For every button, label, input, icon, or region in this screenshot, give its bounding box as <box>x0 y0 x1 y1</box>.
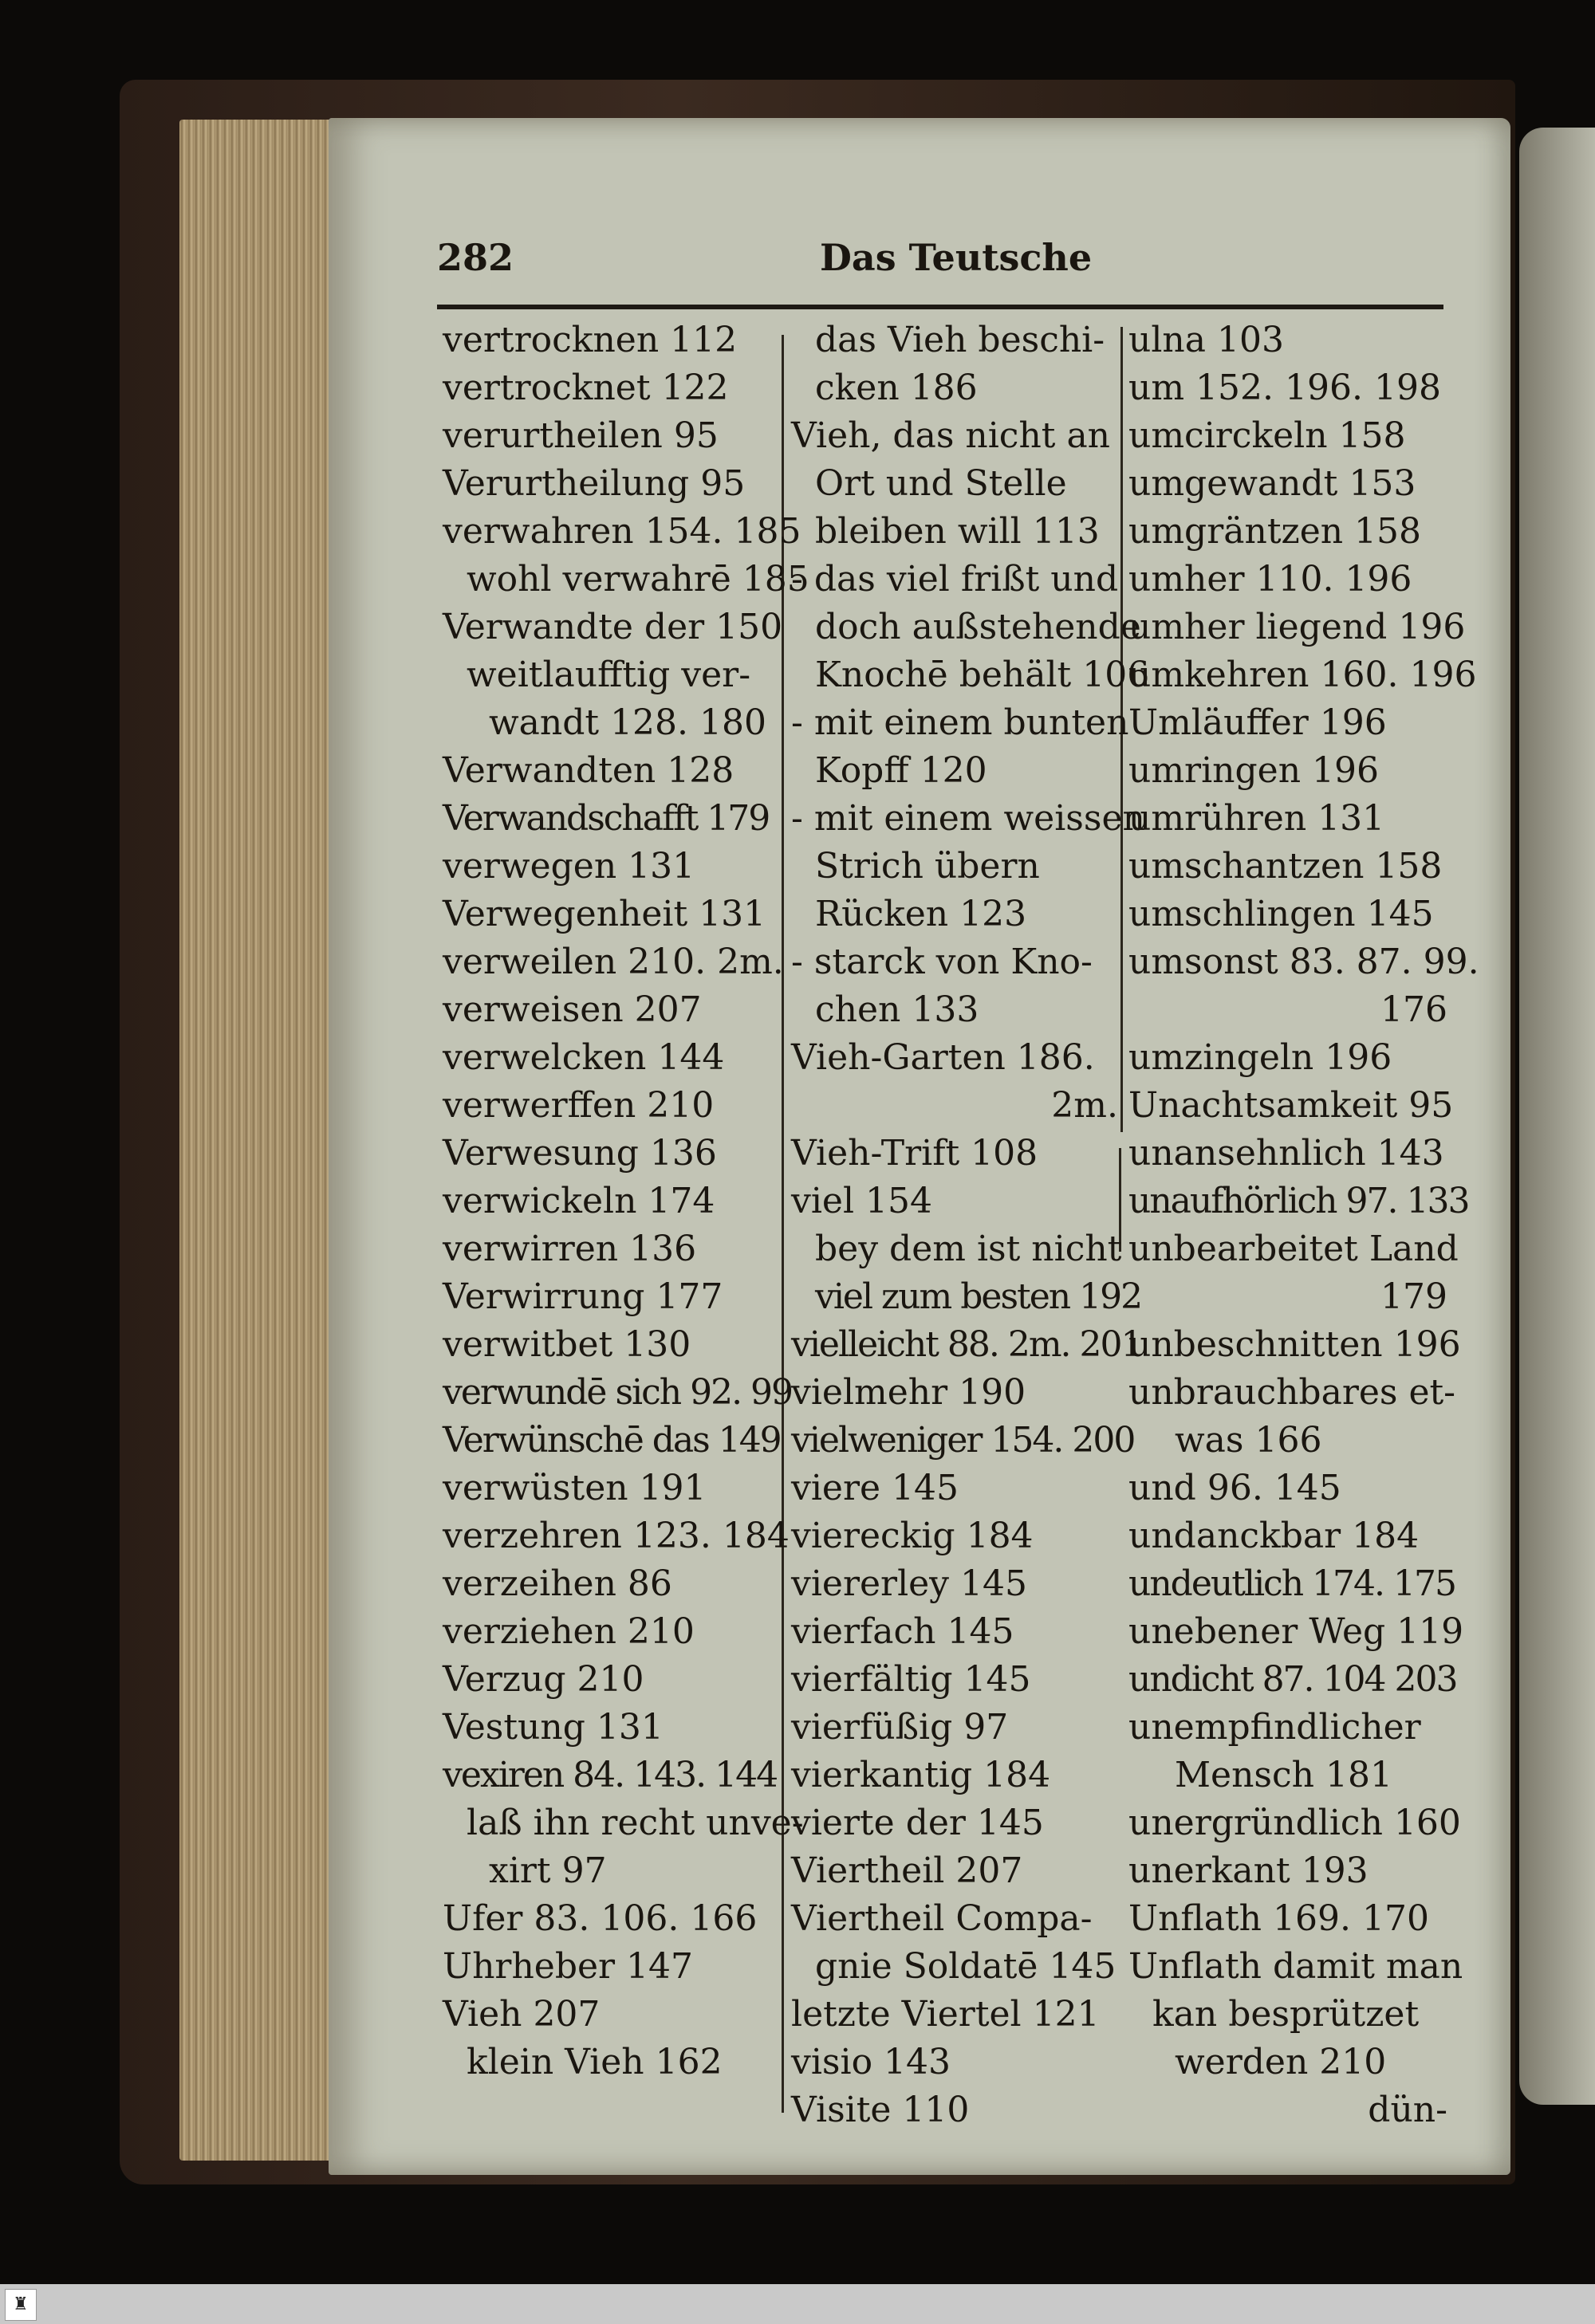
catchword: dün- <box>1368 2090 1447 2130</box>
index-entry: Rücken 123 <box>815 894 1027 934</box>
index-entry: cken 186 <box>815 368 978 408</box>
index-entry: Unflath damit man <box>1128 1946 1463 1987</box>
index-entry: Vieh-Trift 108 <box>791 1133 1038 1174</box>
index-entry: und 96. 145 <box>1128 1468 1341 1508</box>
index-entry: um 152. 196. 198 <box>1128 368 1441 408</box>
facing-page-edge <box>1519 128 1595 2105</box>
index-entry: chen 133 <box>815 989 979 1030</box>
index-entry: viererley 145 <box>791 1563 1028 1604</box>
index-entry: verwüsten 191 <box>443 1468 707 1508</box>
index-entry: Vieh 207 <box>443 1994 601 2035</box>
page-edges <box>179 120 339 2161</box>
index-entry: vertrocknet 122 <box>443 368 729 408</box>
index-entry: letzte Viertel 121 <box>791 1994 1100 2035</box>
index-entry: visio 143 <box>791 2042 951 2082</box>
page-number: 282 <box>437 236 514 279</box>
index-entry: umgräntzen 158 <box>1128 511 1422 552</box>
index-entry: - starck von Kno- <box>791 942 1093 982</box>
index-entry: Verwirrung 177 <box>443 1276 723 1317</box>
index-entry: Umläuffer 196 <box>1128 702 1387 743</box>
index-entry: verwundē sich 92. 99 <box>443 1372 793 1413</box>
index-entry: vierte der 145 <box>791 1803 1044 1843</box>
index-entry: ulna 103 <box>1128 320 1284 360</box>
index-entry: Ort und Stelle <box>815 463 1067 504</box>
index-entry: Viertheil 207 <box>791 1850 1023 1891</box>
index-entry: Ufer 83. 106. 166 <box>443 1898 758 1939</box>
index-entry: umzingeln 196 <box>1128 1037 1392 1078</box>
index-entry: vierkantig 184 <box>791 1755 1051 1795</box>
index-entry: umsonst 83. 87. 99. <box>1128 942 1479 982</box>
index-entry: verwickeln 174 <box>443 1181 715 1221</box>
index-entry: was 166 <box>1175 1420 1322 1461</box>
index-entry: kan besprützet <box>1152 1994 1420 2035</box>
index-entry: weitlaufftig ver- <box>467 655 751 695</box>
index-entry: bleiben will 113 <box>815 511 1100 552</box>
viewer-footer-bar <box>0 2284 1595 2324</box>
index-entry: vielleicht 88. 2m. 201 <box>791 1324 1142 1365</box>
index-entry: unerkant 193 <box>1128 1850 1369 1891</box>
index-entry: Knochē behält 106 <box>815 655 1150 695</box>
index-entry: undicht 87. 104 203 <box>1128 1659 1457 1700</box>
index-entry: verwitbet 130 <box>443 1324 691 1365</box>
index-entry: Verwandte der 150 <box>443 607 783 647</box>
index-entry: vertrocknen 112 <box>443 320 738 360</box>
index-entry: - mit einem weissen <box>791 798 1145 839</box>
index-entry: verwahren 154. 185 <box>443 511 801 552</box>
page-title: Das Teutsche <box>820 236 1093 279</box>
index-entry: - das viel frißt und <box>791 559 1119 600</box>
index-entry: umringen 196 <box>1128 750 1380 791</box>
index-entry: viere 145 <box>791 1468 959 1508</box>
index-entry: gnie Soldatē 145 <box>815 1946 1116 1987</box>
index-entry: Unachtsamkeit 95 <box>1128 1085 1454 1126</box>
index-entry: Verwesung 136 <box>443 1133 717 1174</box>
index-entry: unbearbeitet Land <box>1128 1229 1459 1269</box>
header-rule <box>437 305 1443 309</box>
index-entry: vierfach 145 <box>791 1611 1014 1652</box>
index-entry: Unflath 169. 170 <box>1128 1898 1429 1939</box>
index-entry: verwerffen 210 <box>443 1085 715 1126</box>
index-entry: viereckig 184 <box>791 1516 1034 1556</box>
index-entry: unebener Weg 119 <box>1128 1611 1464 1652</box>
index-entry: umrühren 131 <box>1128 798 1385 839</box>
index-entry: Mensch 181 <box>1175 1755 1392 1795</box>
index-entry: werden 210 <box>1175 2042 1387 2082</box>
index-entry: umgewandt 153 <box>1128 463 1416 504</box>
index-entry: Verurtheilung 95 <box>443 463 746 504</box>
index-entry: unansehnlich 143 <box>1128 1133 1444 1174</box>
index-entry: laß ihn recht unve- <box>467 1803 804 1843</box>
index-entry: verweisen 207 <box>443 989 702 1030</box>
index-entry: viel zum besten 192 <box>815 1276 1142 1317</box>
index-entry: Vieh-Garten 186. <box>791 1037 1095 1078</box>
index-entry: umher 110. 196 <box>1128 559 1412 600</box>
index-entry: vielmehr 190 <box>791 1372 1026 1413</box>
index-entry: vexiren 84. 143. 144 <box>443 1755 778 1795</box>
index-entry: 176 <box>1380 989 1447 1030</box>
index-entry: das Vieh beschi- <box>815 320 1105 360</box>
index-entry: - mit einem bunten <box>791 702 1129 743</box>
index-entry: umschlingen 145 <box>1128 894 1434 934</box>
index-entry: verziehen 210 <box>443 1611 695 1652</box>
index-entry: Kopff 120 <box>815 750 987 791</box>
index-entry: Verzug 210 <box>443 1659 644 1700</box>
running-head <box>437 236 1442 292</box>
library-logo-icon: ♜ <box>5 2289 37 2321</box>
index-entry: xirt 97 <box>489 1850 607 1891</box>
index-entry: 179 <box>1380 1276 1447 1317</box>
index-entry: verweilen 210. 2m. <box>443 942 784 982</box>
index-entry: verurtheilen 95 <box>443 415 719 456</box>
index-entry: verwegen 131 <box>443 846 695 887</box>
index-entry: viel 154 <box>791 1181 933 1221</box>
index-entry: umkehren 160. 196 <box>1128 655 1477 695</box>
index-entry: Viertheil Compa- <box>791 1898 1093 1939</box>
index-entry: verzeihen 86 <box>443 1563 672 1604</box>
index-entry: unbeschnitten 196 <box>1128 1324 1461 1365</box>
index-entry: Vieh, das nicht an <box>791 415 1111 456</box>
index-entry: Verwandten 128 <box>443 750 734 791</box>
index-entry: umcirckeln 158 <box>1128 415 1406 456</box>
index-entry: undanckbar 184 <box>1128 1516 1420 1556</box>
index-entry: verzehren 123. 184 <box>443 1516 790 1556</box>
index-entry: doch außstehende <box>815 607 1141 647</box>
index-entry: 2m. <box>1051 1085 1118 1126</box>
index-entry: Verwandschafft 179 <box>443 798 770 839</box>
index-entry: unaufhörlich 97. 133 <box>1128 1181 1469 1221</box>
index-entry: umher liegend 196 <box>1128 607 1466 647</box>
index-entry: Verwegenheit 131 <box>443 894 766 934</box>
index-entry: Uhrheber 147 <box>443 1946 694 1987</box>
index-entry: wohl verwahrē 185 <box>467 559 809 600</box>
index-entry: vierfüßig 97 <box>791 1707 1009 1748</box>
index-entry: bey dem ist nicht <box>815 1229 1122 1269</box>
index-entry: unergründlich 160 <box>1128 1803 1461 1843</box>
index-entry: umschantzen 158 <box>1128 846 1443 887</box>
index-entry: vielweniger 154. 200 <box>791 1420 1135 1461</box>
index-entry: unempfindlicher <box>1128 1707 1421 1748</box>
index-entry: vierfältig 145 <box>791 1659 1031 1700</box>
index-entry: verwirren 136 <box>443 1229 697 1269</box>
index-entry: wandt 128. 180 <box>489 702 767 743</box>
index-entry: Strich übern <box>815 846 1040 887</box>
index-entry: klein Vieh 162 <box>467 2042 723 2082</box>
index-entry: unbrauchbares et- <box>1128 1372 1456 1413</box>
index-entry: undeutlich 174. 175 <box>1128 1563 1455 1604</box>
index-entry: Vestung 131 <box>443 1707 664 1748</box>
index-entry: Visite 110 <box>791 2090 970 2130</box>
index-entry: verwelcken 144 <box>443 1037 725 1078</box>
index-entry: Verwünschē das 149 <box>443 1420 781 1461</box>
